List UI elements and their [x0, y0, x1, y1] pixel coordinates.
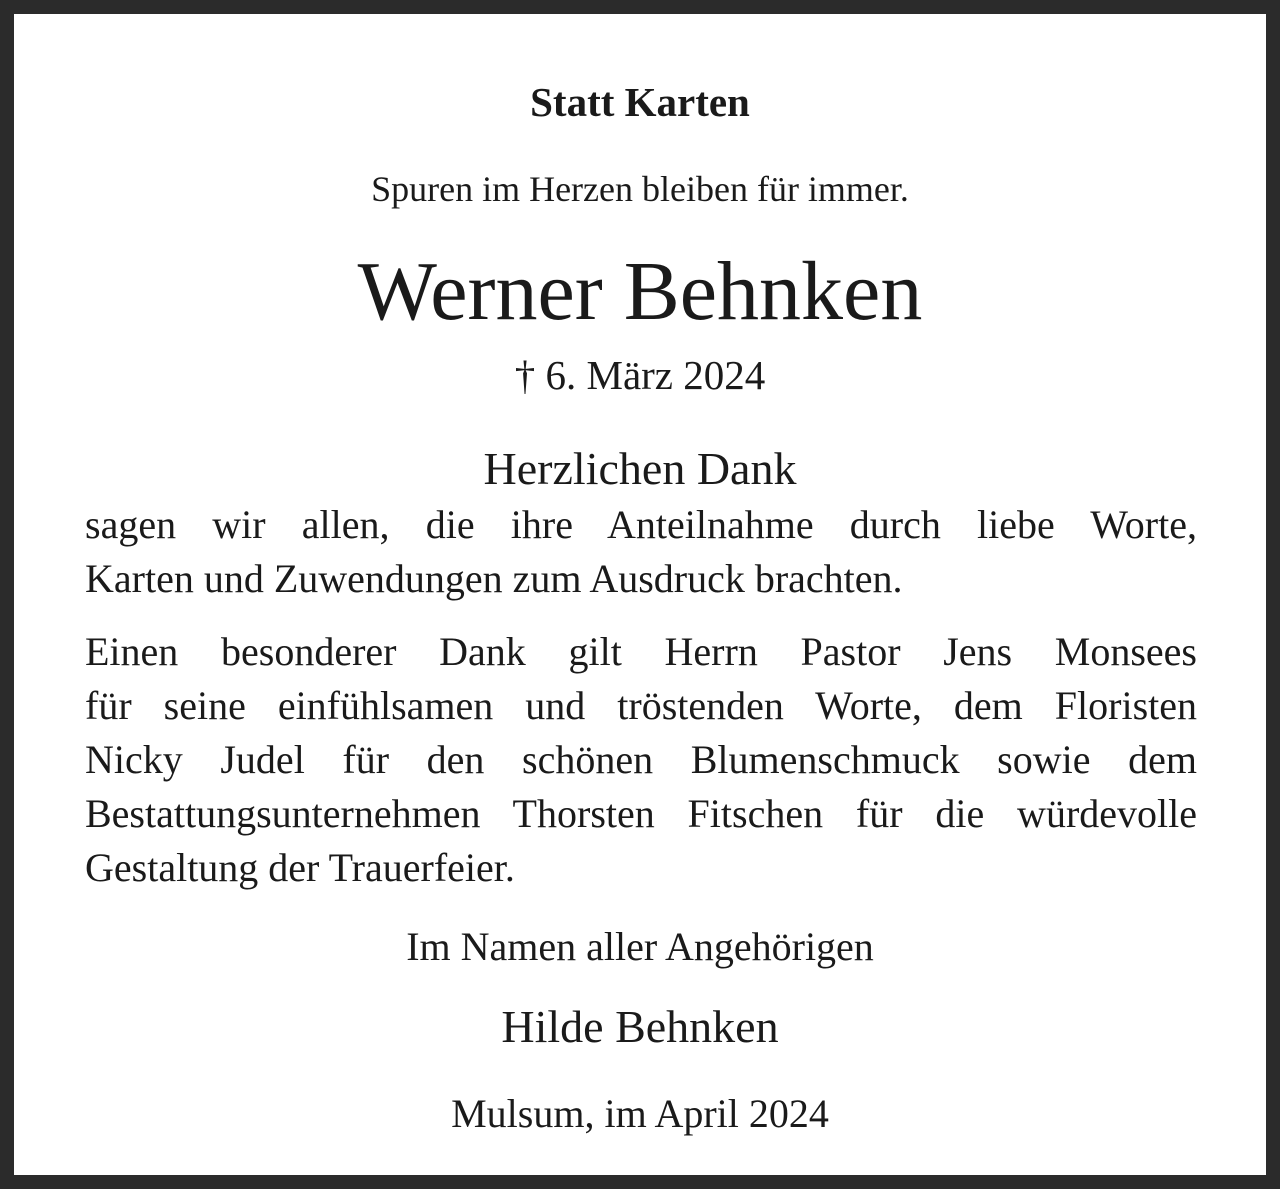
- signer-name: Hilde Behnken: [501, 1001, 779, 1052]
- paragraph-line: Bestattungsunternehmen Thorsten Fitschen für die würdevolle: [85, 791, 1197, 836]
- place-and-date: Mulsum, im April 2024: [451, 1091, 829, 1136]
- paragraph-line: Karten und Zuwendungen zum Ausdruck brachten.: [85, 556, 903, 601]
- death-date: † 6. März 2024: [514, 352, 766, 398]
- paragraph-line: Gestaltung der Trauerfeier.: [85, 845, 515, 890]
- closing-line: Im Namen aller Angehörigen: [406, 924, 874, 969]
- notice-motto: Spuren im Herzen bleiben für immer.: [371, 169, 909, 209]
- paragraph-line: Einen besonderer Dank gilt Herrn Pastor Jens Monsees: [85, 629, 1197, 674]
- paragraph-line: Nicky Judel für den schönen Blumenschmuck sowie dem: [85, 737, 1197, 782]
- thanks-paragraph-2: [85, 625, 1197, 895]
- paragraph-line: sagen wir allen, die ihre Anteilnahme durch liebe Worte,: [85, 502, 1197, 547]
- notice-heading: Statt Karten: [530, 79, 750, 125]
- paragraph-line: für seine einfühlsamen und tröstenden Worte, dem Floristen: [85, 683, 1197, 728]
- thanks-paragraph-1: [85, 498, 1197, 606]
- deceased-name: Werner Behnken: [357, 245, 923, 338]
- thanks-title: Herzlichen Dank: [483, 443, 797, 494]
